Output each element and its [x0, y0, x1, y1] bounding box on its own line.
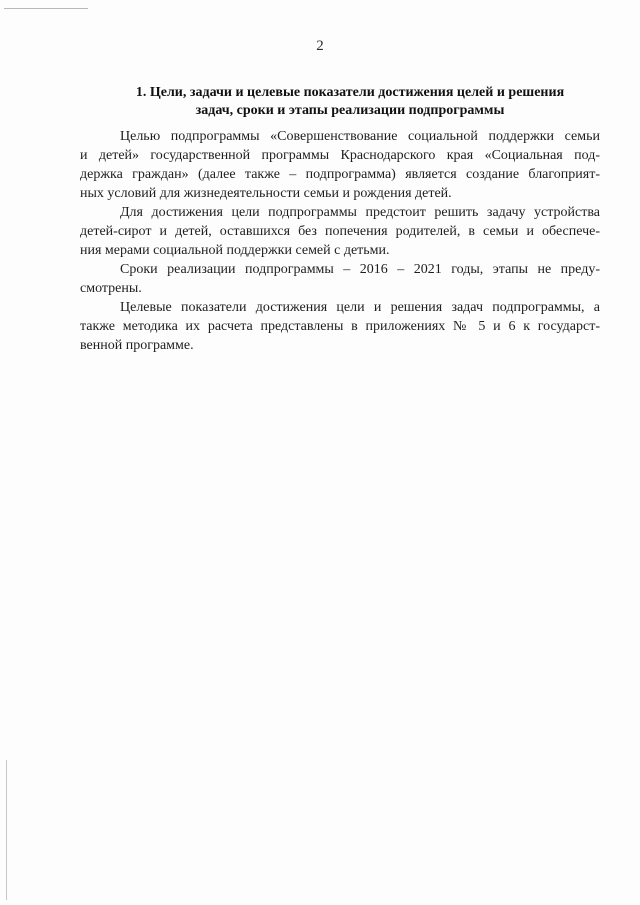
text-line: Целью подпрограммы «Совершенствование социальной поддержки семьи [120, 129, 600, 144]
text-line: Целевые показатели достижения цели и решения задач подпрограммы, а [120, 300, 600, 315]
paragraph-timeline [80, 260, 600, 298]
text-line: и детей» государственной программы Краснодарского края «Социальная под- [80, 148, 600, 163]
section-heading-line: задач, сроки и этапы реализации подпрограммы [195, 103, 505, 118]
text-line: также методика их расчета представлены в приложениях № 5 и 6 к государст- [80, 319, 600, 334]
paragraph-task [80, 203, 600, 260]
scan-artifact-left-edge [6, 760, 7, 900]
text-line: ния мерами социальной поддержки семей с детьми. [80, 243, 390, 258]
text-line: детей-сирот и детей, оставшихся без попечения родителей, в семьи и обеспече- [80, 224, 600, 239]
paragraph-indicators [80, 298, 600, 355]
paragraph-goal [80, 127, 600, 203]
page-number: 2 [316, 38, 324, 54]
scan-artifact-top [4, 8, 88, 9]
text-line: держка граждан» (далее также – подпрограмма) является создание благоприят- [80, 167, 600, 182]
text-line: венной программе. [80, 338, 194, 353]
section-heading-line: 1. Цели, задачи и целевые показатели достижения целей и решения [135, 85, 565, 100]
section-heading [100, 84, 600, 120]
text-line: смотрены. [80, 281, 142, 296]
body-text [80, 127, 600, 355]
text-line: ных условий для жизнедеятельности семьи и рождения детей. [80, 186, 452, 201]
text-line: Сроки реализации подпрограммы – 2016 – 2021 годы, этапы не преду- [120, 262, 600, 277]
text-line: Для достижения цели подпрограммы предстоит решить задачу устройства [120, 205, 600, 220]
